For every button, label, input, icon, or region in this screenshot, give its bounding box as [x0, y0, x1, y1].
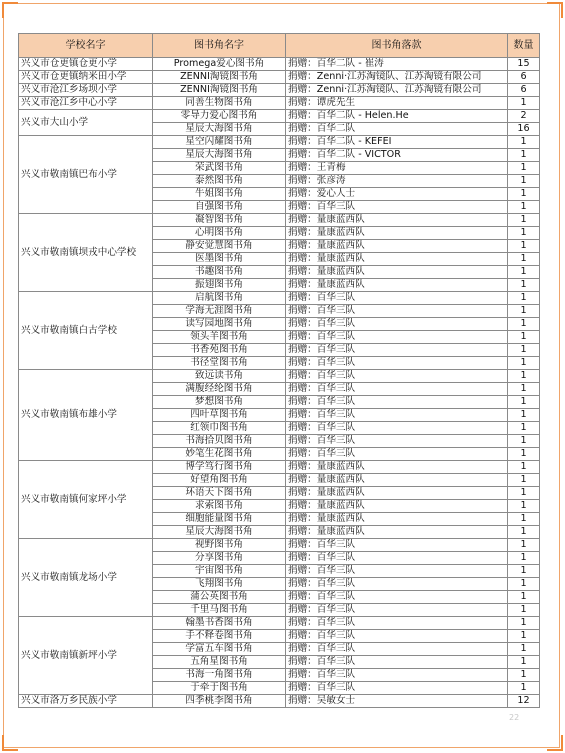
- quantity-cell: 1: [508, 643, 540, 656]
- school-name-cell: 兴义市大山小学: [19, 110, 153, 136]
- donor-cell: 捐赠：百华三队: [286, 422, 508, 435]
- corner-mark: [547, 2, 563, 18]
- school-name-cell: 兴义市敬南镇龙场小学: [19, 539, 153, 617]
- book-corner-name-cell: 静安觉慧图书角: [153, 240, 286, 253]
- table-row: [19, 110, 540, 123]
- page-number: 22: [509, 713, 520, 722]
- quantity-cell: 15: [508, 58, 540, 71]
- quantity-cell: 1: [508, 214, 540, 227]
- table-row: [19, 136, 540, 149]
- donor-cell: 捐赠：百华二队 - VICTOR: [286, 149, 508, 162]
- table-row: [19, 58, 540, 71]
- book-corner-name-cell: 学富五车图书角: [153, 643, 286, 656]
- corner-mark: [2, 2, 18, 18]
- header-quantity: 数量: [508, 34, 540, 58]
- book-corner-name-cell: 四叶草图书角: [153, 409, 286, 422]
- book-corner-name-cell: 于牵于图书角: [153, 682, 286, 695]
- book-corner-name-cell: 启航图书角: [153, 292, 286, 305]
- donor-cell: 捐赠：量康蓝西队: [286, 461, 508, 474]
- quantity-cell: 1: [508, 357, 540, 370]
- book-corner-name-cell: 心明图书角: [153, 227, 286, 240]
- school-name-cell: 兴义市沧江乡中心小学: [19, 97, 153, 110]
- book-corner-name-cell: 致远读书角: [153, 370, 286, 383]
- table-row: [19, 695, 540, 708]
- donor-cell: 捐赠：百华三队: [286, 669, 508, 682]
- quantity-cell: 1: [508, 448, 540, 461]
- quantity-cell: 1: [508, 201, 540, 214]
- book-corner-name-cell: 视野图书角: [153, 539, 286, 552]
- quantity-cell: 1: [508, 331, 540, 344]
- quantity-cell: 1: [508, 474, 540, 487]
- quantity-cell: 12: [508, 695, 540, 708]
- book-corner-name-cell: 妙笔生花图书角: [153, 448, 286, 461]
- book-corner-name-cell: 飞翔图书角: [153, 578, 286, 591]
- book-corner-name-cell: 分享图书角: [153, 552, 286, 565]
- donor-cell: 捐赠：张彦涛: [286, 175, 508, 188]
- donor-cell: 捐赠：量康蓝西队: [286, 500, 508, 513]
- corner-mark: [2, 735, 18, 751]
- corner-mark: [547, 735, 563, 751]
- quantity-cell: 1: [508, 175, 540, 188]
- quantity-cell: 1: [508, 487, 540, 500]
- donor-cell: 捐赠：百华三队: [286, 396, 508, 409]
- book-corner-name-cell: 同善生物图书角: [153, 97, 286, 110]
- quantity-cell: 1: [508, 266, 540, 279]
- book-corner-name-cell: 四季桃李图书角: [153, 695, 286, 708]
- table-row: [19, 461, 540, 474]
- donor-cell: 捐赠：量康蓝西队: [286, 240, 508, 253]
- book-corner-name-cell: 好望角图书角: [153, 474, 286, 487]
- donor-cell: 捐赠：Zenni·江苏淘镜队、江苏淘镜有限公司: [286, 84, 508, 97]
- book-corner-name-cell: 荣武图书角: [153, 162, 286, 175]
- quantity-cell: 6: [508, 71, 540, 84]
- donor-cell: 捐赠：百华二队 - 崔涛: [286, 58, 508, 71]
- quantity-cell: 1: [508, 279, 540, 292]
- book-corner-name-cell: 蒲公英图书角: [153, 591, 286, 604]
- book-corner-name-cell: 星辰大海图书角: [153, 123, 286, 136]
- book-corner-name-cell: 梦想图书角: [153, 396, 286, 409]
- quantity-cell: 16: [508, 123, 540, 136]
- book-corner-name-cell: 求索图书角: [153, 500, 286, 513]
- quantity-cell: 1: [508, 604, 540, 617]
- donor-cell: 捐赠：百华三队: [286, 591, 508, 604]
- donor-cell: 捐赠：百华三队: [286, 578, 508, 591]
- book-corner-name-cell: 环语天下图书角: [153, 487, 286, 500]
- quantity-cell: 1: [508, 292, 540, 305]
- table-row: [19, 292, 540, 305]
- quantity-cell: 1: [508, 656, 540, 669]
- quantity-cell: 1: [508, 396, 540, 409]
- quantity-cell: 1: [508, 565, 540, 578]
- donor-cell: 捐赠：百华三队: [286, 383, 508, 396]
- quantity-cell: 1: [508, 149, 540, 162]
- donor-cell: 捐赠：百华三队: [286, 370, 508, 383]
- donor-cell: 捐赠：Zenni·江苏淘镜队、江苏淘镜有限公司: [286, 71, 508, 84]
- quantity-cell: 1: [508, 305, 540, 318]
- book-corner-name-cell: 五角星图书角: [153, 656, 286, 669]
- header-school: 学校名字: [19, 34, 153, 58]
- quantity-cell: 1: [508, 240, 540, 253]
- quantity-cell: 1: [508, 422, 540, 435]
- table-row: [19, 214, 540, 227]
- donor-cell: 捐赠：量康蓝西队: [286, 214, 508, 227]
- book-corner-name-cell: 细胞能量图书角: [153, 513, 286, 526]
- school-name-cell: 兴义市敬南镇新坪小学: [19, 617, 153, 695]
- book-corner-name-cell: ZENNI淘镜图书角: [153, 84, 286, 97]
- quantity-cell: 1: [508, 97, 540, 110]
- book-corner-name-cell: 医墨图书角: [153, 253, 286, 266]
- donor-cell: 捐赠：百华三队: [286, 552, 508, 565]
- book-corner-name-cell: 满腹经纶图书角: [153, 383, 286, 396]
- donor-cell: 捐赠：百华三队: [286, 643, 508, 656]
- school-name-cell: 兴义市仓更镇纳米田小学: [19, 71, 153, 84]
- quantity-cell: 6: [508, 84, 540, 97]
- book-corner-name-cell: 手不释卷图书角: [153, 630, 286, 643]
- donor-cell: 捐赠：量康蓝西队: [286, 279, 508, 292]
- book-corner-name-cell: 读写园地图书角: [153, 318, 286, 331]
- school-name-cell: 兴义市敬南镇何家坪小学: [19, 461, 153, 539]
- school-name-cell: 兴义市敬南镇白古学校: [19, 292, 153, 370]
- table-row: [19, 539, 540, 552]
- donor-cell: 捐赠：吴敏女士: [286, 695, 508, 708]
- book-corner-name-cell: 书径堂图书角: [153, 357, 286, 370]
- quantity-cell: 1: [508, 383, 540, 396]
- quantity-cell: 1: [508, 500, 540, 513]
- donor-cell: 捐赠：百华三队: [286, 435, 508, 448]
- book-corner-name-cell: 零导力爱心图书角: [153, 110, 286, 123]
- school-name-cell: 兴义市敬南镇巴布小学: [19, 136, 153, 214]
- book-corner-name-cell: 牛姐图书角: [153, 188, 286, 201]
- quantity-cell: 1: [508, 617, 540, 630]
- donor-cell: 捐赠：百华三队: [286, 682, 508, 695]
- quantity-cell: 1: [508, 630, 540, 643]
- book-corner-name-cell: 星辰大海图书角: [153, 149, 286, 162]
- school-name-cell: 兴义市敬南镇布雄小学: [19, 370, 153, 461]
- donor-cell: 捐赠：爱心人士: [286, 188, 508, 201]
- quantity-cell: 1: [508, 227, 540, 240]
- donor-cell: 捐赠：量康蓝西队: [286, 253, 508, 266]
- donor-cell: 捐赠：百华三队: [286, 539, 508, 552]
- quantity-cell: 1: [508, 591, 540, 604]
- donor-cell: 捐赠：量康蓝西队: [286, 474, 508, 487]
- table-header-row: [19, 34, 540, 58]
- donor-cell: 捐赠：量康蓝西队: [286, 487, 508, 500]
- donor-cell: 捐赠：量康蓝西队: [286, 266, 508, 279]
- table-row: [19, 71, 540, 84]
- quantity-cell: 1: [508, 435, 540, 448]
- quantity-cell: 1: [508, 409, 540, 422]
- book-corner-name-cell: 博学笃行图书角: [153, 461, 286, 474]
- book-corner-name-cell: 星辰大海图书角: [153, 526, 286, 539]
- table-body: [19, 58, 540, 708]
- quantity-cell: 1: [508, 162, 540, 175]
- school-name-cell: 兴义市沧江乡场坝小学: [19, 84, 153, 97]
- header-donor: 图书角落款: [286, 34, 508, 58]
- school-name-cell: 兴义市洛万乡民族小学: [19, 695, 153, 708]
- quantity-cell: 1: [508, 669, 540, 682]
- donor-cell: 捐赠：百华二队 - Helen.He: [286, 110, 508, 123]
- book-corner-name-cell: ZENNI淘镜图书角: [153, 71, 286, 84]
- donor-cell: 捐赠：百华三队: [286, 292, 508, 305]
- table-row: [19, 617, 540, 630]
- donor-cell: 捐赠：量康蓝西队: [286, 526, 508, 539]
- quantity-cell: 1: [508, 682, 540, 695]
- quantity-cell: 1: [508, 539, 540, 552]
- book-corner-name-cell: 泰然图书角: [153, 175, 286, 188]
- donor-cell: 捐赠：百华三队: [286, 565, 508, 578]
- donor-cell: 捐赠：量康蓝西队: [286, 227, 508, 240]
- book-corner-name-cell: 书香苑图书角: [153, 344, 286, 357]
- donation-table: [18, 33, 540, 708]
- donor-cell: 捐赠：百华三队: [286, 201, 508, 214]
- table-row: [19, 84, 540, 97]
- donor-cell: 捐赠：百华三队: [286, 448, 508, 461]
- quantity-cell: 1: [508, 461, 540, 474]
- donor-cell: 捐赠：百华三队: [286, 305, 508, 318]
- quantity-cell: 1: [508, 253, 540, 266]
- book-corner-name-cell: 领头羊图书角: [153, 331, 286, 344]
- table-row: [19, 97, 540, 110]
- quantity-cell: 1: [508, 344, 540, 357]
- book-corner-name-cell: 书海一角图书角: [153, 669, 286, 682]
- donor-cell: 捐赠：百华三队: [286, 656, 508, 669]
- quantity-cell: 1: [508, 513, 540, 526]
- book-corner-name-cell: 自强图书角: [153, 201, 286, 214]
- donor-cell: 捐赠：百华三队: [286, 409, 508, 422]
- donor-cell: 捐赠：百华三队: [286, 344, 508, 357]
- quantity-cell: 1: [508, 136, 540, 149]
- book-corner-name-cell: 红领巾图书角: [153, 422, 286, 435]
- school-name-cell: 兴义市仓更镇仓更小学: [19, 58, 153, 71]
- donor-cell: 捐赠：百华三队: [286, 357, 508, 370]
- school-name-cell: 兴义市敬南镇坝戎中心学校: [19, 214, 153, 292]
- quantity-cell: 1: [508, 526, 540, 539]
- donor-cell: 捐赠：百华三队: [286, 617, 508, 630]
- quantity-cell: 1: [508, 552, 540, 565]
- header-corner-name: 图书角名字: [153, 34, 286, 58]
- quantity-cell: 1: [508, 370, 540, 383]
- book-corner-name-cell: 振翅图书角: [153, 279, 286, 292]
- quantity-cell: 1: [508, 318, 540, 331]
- quantity-cell: 1: [508, 188, 540, 201]
- donor-cell: 捐赠：百华三队: [286, 331, 508, 344]
- book-corner-name-cell: Promega爱心图书角: [153, 58, 286, 71]
- book-corner-name-cell: 千里马图书角: [153, 604, 286, 617]
- quantity-cell: 1: [508, 578, 540, 591]
- book-corner-name-cell: 宇宙图书角: [153, 565, 286, 578]
- donor-cell: 捐赠：谭虎先生: [286, 97, 508, 110]
- book-corner-name-cell: 翰墨书香图书角: [153, 617, 286, 630]
- donor-cell: 捐赠：百华二队: [286, 123, 508, 136]
- donor-cell: 捐赠：王青梅: [286, 162, 508, 175]
- quantity-cell: 2: [508, 110, 540, 123]
- book-corner-name-cell: 书海拾贝图书角: [153, 435, 286, 448]
- donor-cell: 捐赠：百华三队: [286, 604, 508, 617]
- donor-cell: 捐赠：量康蓝西队: [286, 513, 508, 526]
- table-row: [19, 370, 540, 383]
- donor-cell: 捐赠：百华三队: [286, 318, 508, 331]
- book-corner-name-cell: 书趣图书角: [153, 266, 286, 279]
- book-corner-name-cell: 星空闪耀图书角: [153, 136, 286, 149]
- donor-cell: 捐赠：百华三队: [286, 630, 508, 643]
- book-corner-name-cell: 学海无涯图书角: [153, 305, 286, 318]
- donor-cell: 捐赠：百华二队 - KEFEI: [286, 136, 508, 149]
- book-corner-name-cell: 凝智图书角: [153, 214, 286, 227]
